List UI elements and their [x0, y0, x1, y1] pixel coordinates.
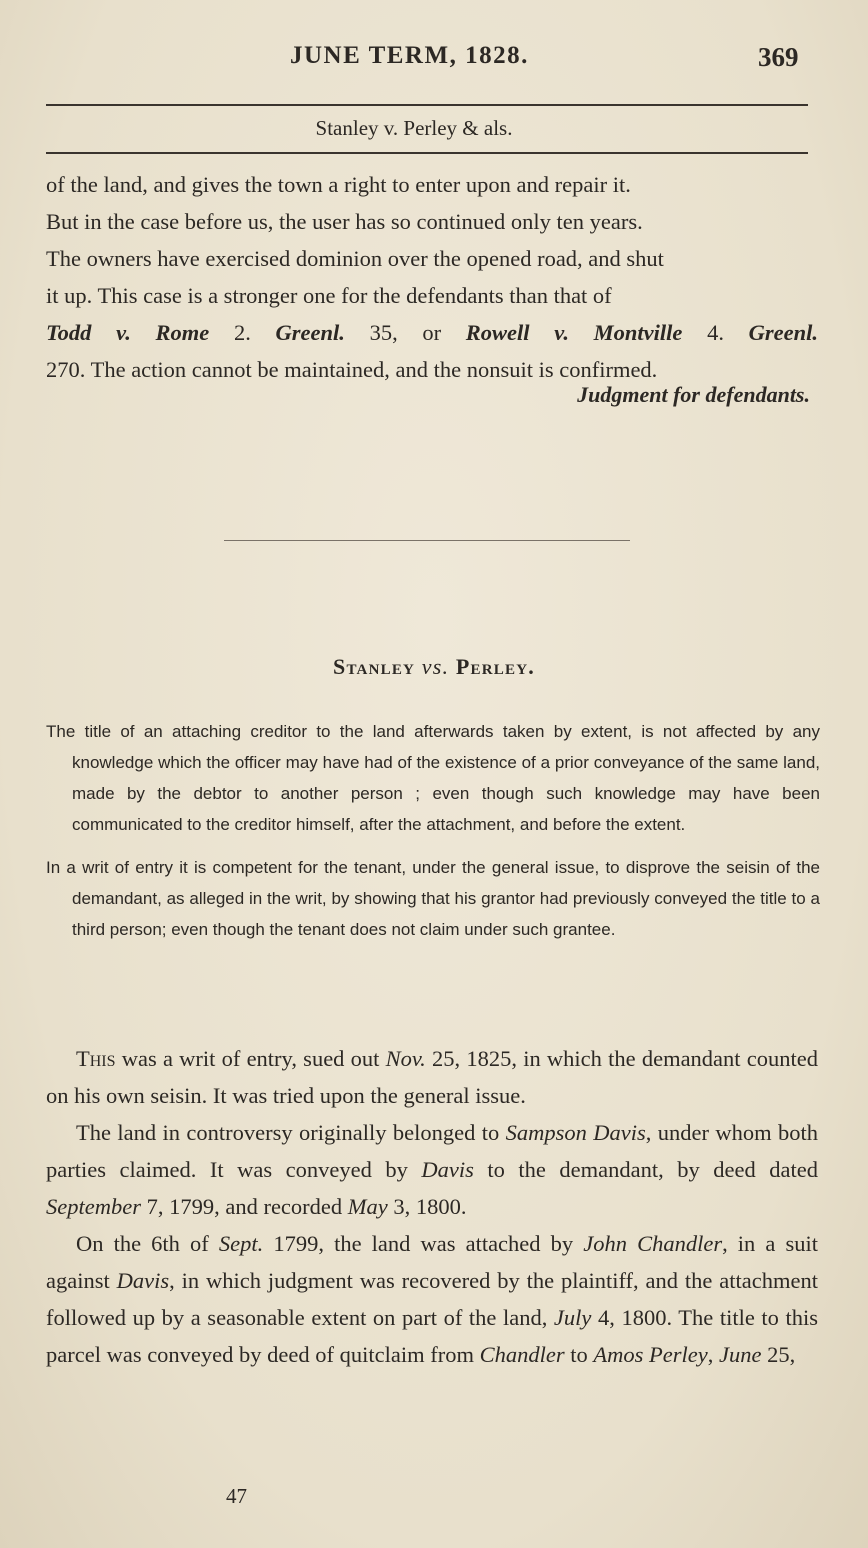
continuation-line: The owners have exercised dominion over the opened road, and shut [46, 246, 664, 271]
continuation-line: But in the case before us, the user has so continued only ten years. [46, 209, 643, 234]
header-rule-top [46, 104, 808, 106]
cited-case-1: Todd v. Rome [46, 320, 210, 345]
headnote: In a writ of entry it is competent for the tenant, under the general issue, to disprove the seisin of the demandant, as alleged in the writ, by showing that his grantor had previously conveyed the title to a third person; even though the tenant does not claim under such grantee. [46, 858, 820, 939]
headnote: The title of an attaching creditor to the land afterwards taken by extent, is not affected by any knowledge which the officer may have had of the existence of a prior conveyance of the same land, made by the debtor to another person ; even though such knowledge may have been communicated to the creditor himself, after the attachment, and before the extent. [46, 722, 820, 834]
reporter-1: Greenl. [275, 320, 345, 345]
running-head [0, 40, 868, 80]
judgment: Judgment for defendants. [577, 382, 810, 407]
continuation-line: of the land, and gives the town a right to enter upon and repair it. [46, 172, 631, 197]
continuation-line: it up. This case is a stronger one for the defendants than that of [46, 283, 612, 308]
page-number: 369 [758, 42, 799, 72]
continuation-last-line: 270. The action cannot be maintained, and the nonsuit is confirmed. [46, 357, 658, 382]
section-divider [224, 540, 630, 541]
case-title: Stanley vs. Perley. [333, 654, 535, 679]
paragraph: On the 6th of Sept. 1799, the land was attached by John Chandler, in a suit against Davis, in which judgment was recovered by the plaintiff, and the attachment followed up by a seasonable extent on part of the land, July 4, 1800. The title to this parcel was conveyed by deed of quitclaim from Chandler to Amos Perley, June 25, [46, 1231, 818, 1367]
paragraph: The land in controversy originally belonged to Sampson Davis, under whom both parties claimed. It was conveyed by Davis to the demandant, by deed dated September 7, 1799, and recorded May 3, 1800. [46, 1120, 818, 1219]
header-rule-bottom [46, 152, 808, 154]
opinion-text [46, 1040, 818, 1373]
reporter-2: Greenl. [748, 320, 818, 345]
paragraph: This was a writ of entry, sued out Nov. 25, 1825, in which the demandant counted on his own seisin. It was tried upon the general issue. [46, 1046, 818, 1108]
signature-mark: 47 [226, 1484, 247, 1508]
continuation-text [46, 166, 818, 388]
case-subhead: Stanley v. Perley & als. [315, 116, 513, 140]
cited-case-2: Rowell v. Montville [465, 320, 683, 345]
headnotes [46, 716, 820, 957]
running-title: JUNE TERM, 1828. [290, 42, 529, 69]
citation-line: Todd v. Rome 2. Greenl. 35, or Rowell v. Montville 4. Greenl. [46, 320, 818, 345]
